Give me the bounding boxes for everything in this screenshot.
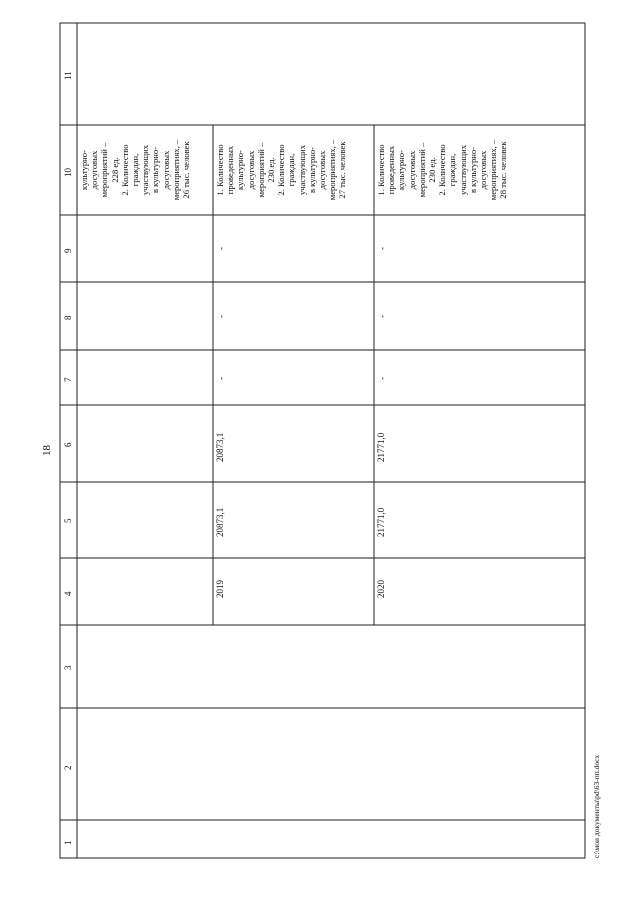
row-2020-col5: 21771,0 xyxy=(376,507,386,537)
row-2019-col5: 20873,1 xyxy=(215,507,225,537)
row-2019-col8: - xyxy=(216,315,226,318)
row-2019-col10: 1. Количество проведенных культурно- досуговых мероприятий – 230 ед. 2. Количество граждан, участвующих в культурно- досуговых мероприятиях, – 27 тыс. человек xyxy=(215,139,348,201)
column-number-8: 8 xyxy=(63,315,73,320)
row-2020-col7: - xyxy=(377,377,387,380)
file-path-footer: c:\мои документы\pd\63-пп.docx xyxy=(592,754,601,858)
row-2019-col6: 20873,1 xyxy=(215,432,225,462)
row-2019-col7: - xyxy=(216,377,226,380)
column-number-10: 10 xyxy=(63,168,73,177)
row-1-col10: культурно- досуговых мероприятий – 228 ед. 2. Количество граждан, участвующих в культурно- досуговых мероприятиях, – 26 тыс. человек xyxy=(79,139,192,201)
column-number-5: 5 xyxy=(63,518,73,523)
row-2020-col9: - xyxy=(377,247,387,250)
column-number-2: 2 xyxy=(63,765,73,770)
column-number-4: 4 xyxy=(63,591,73,596)
row-2019-col9: - xyxy=(216,247,226,250)
page-number: 18 xyxy=(41,445,53,456)
row-2019-year: 2019 xyxy=(215,580,225,598)
column-number-3: 3 xyxy=(63,665,73,670)
row-2020-col10: 1. Количество проведенных культурно- досуговых мероприятий – 230 ед. 2. Количество граждан, участвующих в культурно- досуговых мероприятиях, – 28 тыс. человек xyxy=(376,139,509,201)
column-number-11: 11 xyxy=(63,71,73,80)
column-number-9: 9 xyxy=(63,248,73,253)
column-number-6: 6 xyxy=(63,442,73,447)
row-2020-col6: 21771,0 xyxy=(376,432,386,462)
column-number-7: 7 xyxy=(63,377,73,382)
row-2020-col8: - xyxy=(377,315,387,318)
column-number-1: 1 xyxy=(63,840,73,845)
row-2020-year: 2020 xyxy=(376,580,386,598)
